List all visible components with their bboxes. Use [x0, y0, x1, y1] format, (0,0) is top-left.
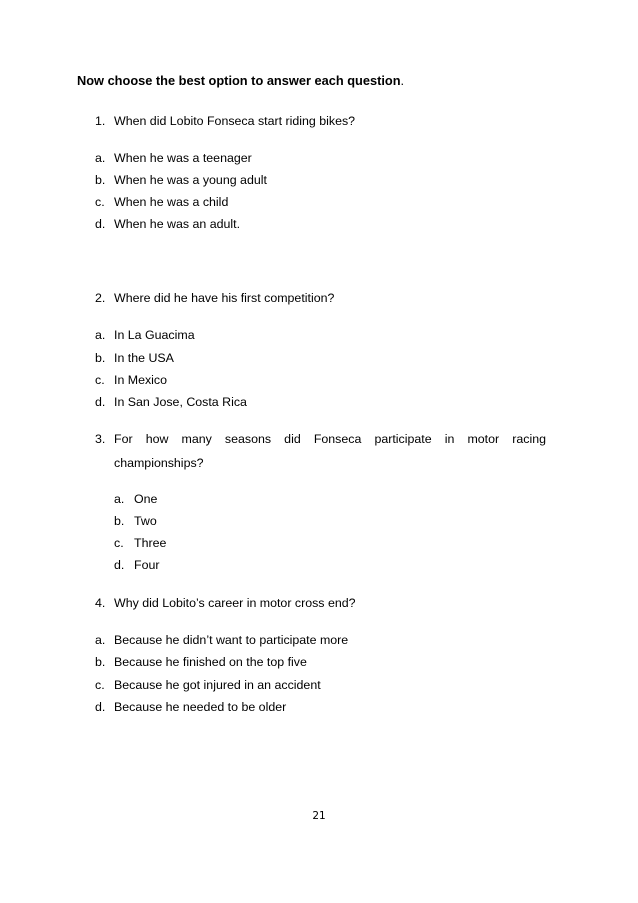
question-text-line-2: championships? — [114, 456, 204, 470]
option-letter: b. — [95, 351, 106, 365]
option-text: In the USA — [114, 351, 174, 365]
option-letter: a. — [95, 151, 106, 165]
option-letter: b. — [95, 655, 106, 669]
option-letter: d. — [95, 395, 106, 409]
page-number: 21 — [312, 810, 326, 822]
question-number: 3. — [95, 432, 106, 446]
option-text: Because he didn’t want to participate more — [114, 633, 349, 647]
option-letter: a. — [95, 633, 106, 647]
option-text: Two — [134, 514, 157, 528]
option-text: When he was a teenager — [114, 151, 252, 165]
instructions-heading-text: Now choose the best option to answer each question — [77, 73, 401, 88]
question-text: Why did Lobito’s career in motor cross end? — [114, 596, 356, 610]
option-text: When he was a child — [114, 195, 229, 209]
option-letter: c. — [95, 678, 105, 692]
option-letter: c. — [114, 536, 124, 550]
option-text: In La Guacima — [114, 328, 195, 342]
option-letter: a. — [114, 492, 125, 506]
option-letter: c. — [95, 373, 105, 387]
option-text: Because he finished on the top five — [114, 655, 307, 669]
option-text: In San Jose, Costa Rica — [114, 395, 247, 409]
question-number: 4. — [95, 596, 106, 610]
question-number: 2. — [95, 291, 106, 305]
question-number: 1. — [95, 114, 106, 128]
option-letter: c. — [95, 195, 105, 209]
option-text: In Mexico — [114, 373, 168, 387]
option-letter: b. — [114, 514, 125, 528]
question-text-line-1: For how many seasons did Fonseca participate in motor racing — [114, 432, 546, 446]
option-text: When he was an adult. — [114, 217, 241, 231]
instructions-heading-punct: . — [400, 73, 405, 88]
option-letter: a. — [95, 328, 106, 342]
option-text: Because he got injured in an accident — [114, 678, 321, 692]
question-text: When did Lobito Fonseca start riding bikes? — [114, 114, 356, 128]
option-letter: d. — [95, 217, 106, 231]
question-text: Where did he have his first competition? — [114, 291, 335, 305]
instructions-heading — [77, 73, 404, 88]
option-text: One — [134, 492, 158, 506]
option-letter: b. — [95, 173, 106, 187]
option-text: Because he needed to be older — [114, 700, 287, 714]
option-letter: d. — [95, 700, 106, 714]
option-text: When he was a young adult — [114, 173, 267, 187]
option-text: Three — [134, 536, 167, 550]
option-letter: d. — [114, 558, 125, 572]
option-text: Four — [134, 558, 160, 572]
